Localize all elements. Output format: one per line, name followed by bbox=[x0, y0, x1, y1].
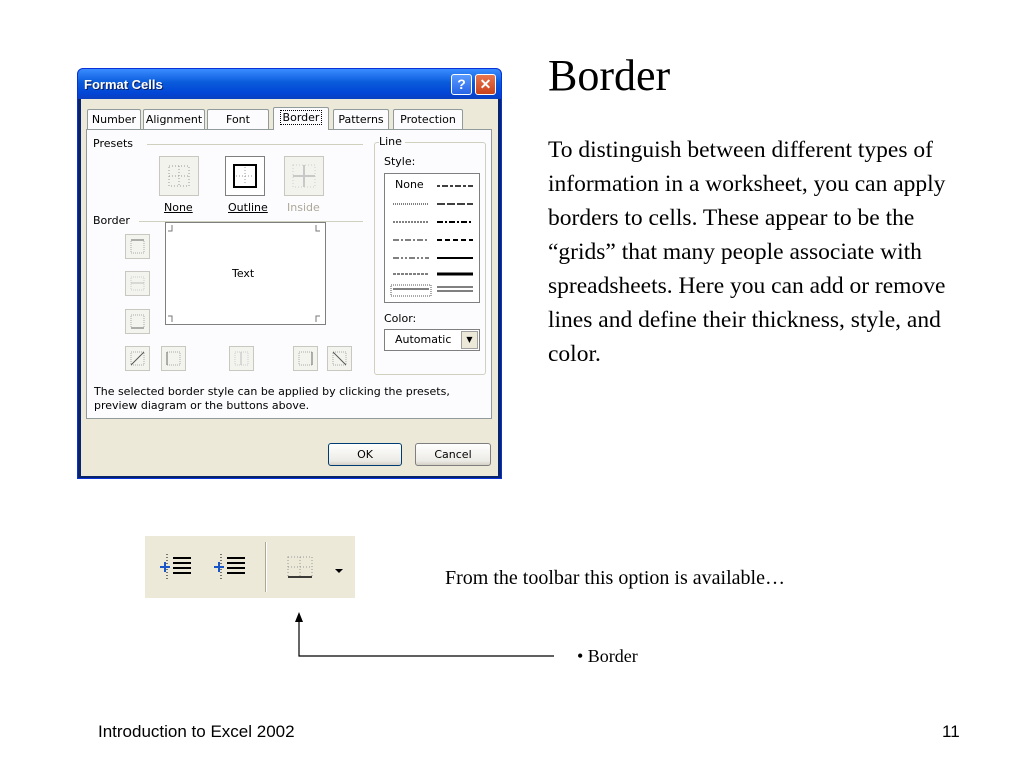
formatting-toolbar bbox=[145, 536, 355, 598]
close-icon: ✕ bbox=[479, 76, 492, 92]
page-number: 11 bbox=[942, 722, 960, 741]
preset-inside-label: Inside bbox=[287, 201, 320, 214]
slide-body-text: To distinguish between different types of information in a worksheet, you can apply borders to cells. These appear to be the “grids” that many people associate with spreadsheets. Here you can add or remove lines and define their thickness, style, and color. bbox=[548, 137, 946, 367]
border-bottom-icon bbox=[126, 310, 149, 333]
preset-outline-icon bbox=[226, 157, 264, 195]
border-preview[interactable] bbox=[165, 222, 326, 325]
cancel-button[interactable]: Cancel bbox=[415, 443, 491, 466]
tab-font[interactable]: Font bbox=[207, 109, 269, 129]
border-hint-text: The selected border style can be applied by clicking the presets, preview diagram or the buttons above. bbox=[94, 385, 450, 412]
border-center-icon bbox=[230, 347, 253, 370]
help-button[interactable] bbox=[451, 74, 472, 95]
toolbar-separator bbox=[265, 542, 267, 592]
tab-number[interactable]: Number bbox=[87, 109, 141, 129]
preview-text: Text bbox=[232, 267, 255, 280]
color-label: Color: bbox=[384, 312, 417, 325]
increase-indent-icon bbox=[213, 550, 247, 584]
diagonal-up-icon bbox=[126, 347, 149, 370]
preset-inside-icon bbox=[285, 157, 323, 195]
border-bottom-button[interactable] bbox=[125, 309, 150, 334]
style-label: Style: bbox=[384, 155, 416, 168]
border-diagonal-up-button[interactable] bbox=[125, 346, 150, 371]
border-top-button[interactable] bbox=[125, 234, 150, 259]
pointer-arrow bbox=[290, 610, 560, 662]
presets-label: Presets bbox=[93, 137, 136, 150]
dialog-client-area bbox=[81, 99, 498, 476]
borders-dropdown-arrow[interactable] bbox=[333, 563, 345, 573]
chevron-down-icon bbox=[333, 566, 345, 576]
border-diagonal-down-button[interactable] bbox=[327, 346, 352, 371]
preset-outline-label: Outline bbox=[228, 201, 268, 214]
preset-none-label: None bbox=[164, 201, 193, 214]
tab-protection[interactable]: Protection bbox=[393, 109, 463, 129]
border-label: Border bbox=[93, 214, 133, 227]
line-style-none[interactable]: None bbox=[395, 178, 424, 191]
border-center-button bbox=[229, 346, 254, 371]
decrease-indent-icon bbox=[159, 550, 193, 584]
increase-indent-button[interactable] bbox=[213, 550, 247, 584]
presets-divider bbox=[147, 144, 363, 145]
border-left-button[interactable] bbox=[161, 346, 186, 371]
help-icon: ? bbox=[457, 76, 466, 92]
preset-none-icon bbox=[160, 157, 198, 195]
line-label: Line bbox=[379, 135, 405, 148]
color-dropdown[interactable] bbox=[384, 329, 480, 351]
footer-title: Introduction to Excel 2002 bbox=[98, 722, 295, 741]
preset-outline-button[interactable] bbox=[225, 156, 265, 196]
preset-inside-button bbox=[284, 156, 324, 196]
borders-button[interactable] bbox=[283, 550, 317, 584]
border-top-icon bbox=[126, 235, 149, 258]
tab-border[interactable]: Border bbox=[273, 107, 329, 130]
tab-alignment[interactable]: Alignment bbox=[143, 109, 205, 129]
border-middle-button bbox=[125, 271, 150, 296]
border-right-button[interactable] bbox=[293, 346, 318, 371]
slide-title: Border bbox=[548, 51, 671, 100]
decrease-indent-button[interactable] bbox=[159, 550, 193, 584]
border-left-icon bbox=[162, 347, 185, 370]
border-bullet-label: • Border bbox=[577, 646, 638, 666]
chevron-down-icon[interactable]: ▼ bbox=[461, 331, 478, 349]
dialog-title: Format Cells bbox=[84, 77, 163, 92]
border-middle-icon bbox=[126, 272, 149, 295]
border-right-icon bbox=[294, 347, 317, 370]
line-style-list[interactable] bbox=[384, 173, 480, 303]
diagonal-down-icon bbox=[328, 347, 351, 370]
format-cells-dialog bbox=[77, 68, 502, 479]
color-dropdown-value: Automatic bbox=[395, 333, 452, 346]
border-tab-panel bbox=[86, 129, 492, 419]
preset-none-button[interactable] bbox=[159, 156, 199, 196]
line-style-samples[interactable] bbox=[385, 174, 479, 302]
toolbar-caption: From the toolbar this option is available… bbox=[445, 567, 785, 589]
borders-icon bbox=[283, 550, 317, 584]
dialog-titlebar[interactable] bbox=[78, 69, 501, 99]
close-button[interactable] bbox=[475, 74, 496, 95]
ok-button[interactable]: OK bbox=[328, 443, 402, 466]
tab-patterns[interactable]: Patterns bbox=[333, 109, 389, 129]
line-group bbox=[374, 135, 486, 375]
